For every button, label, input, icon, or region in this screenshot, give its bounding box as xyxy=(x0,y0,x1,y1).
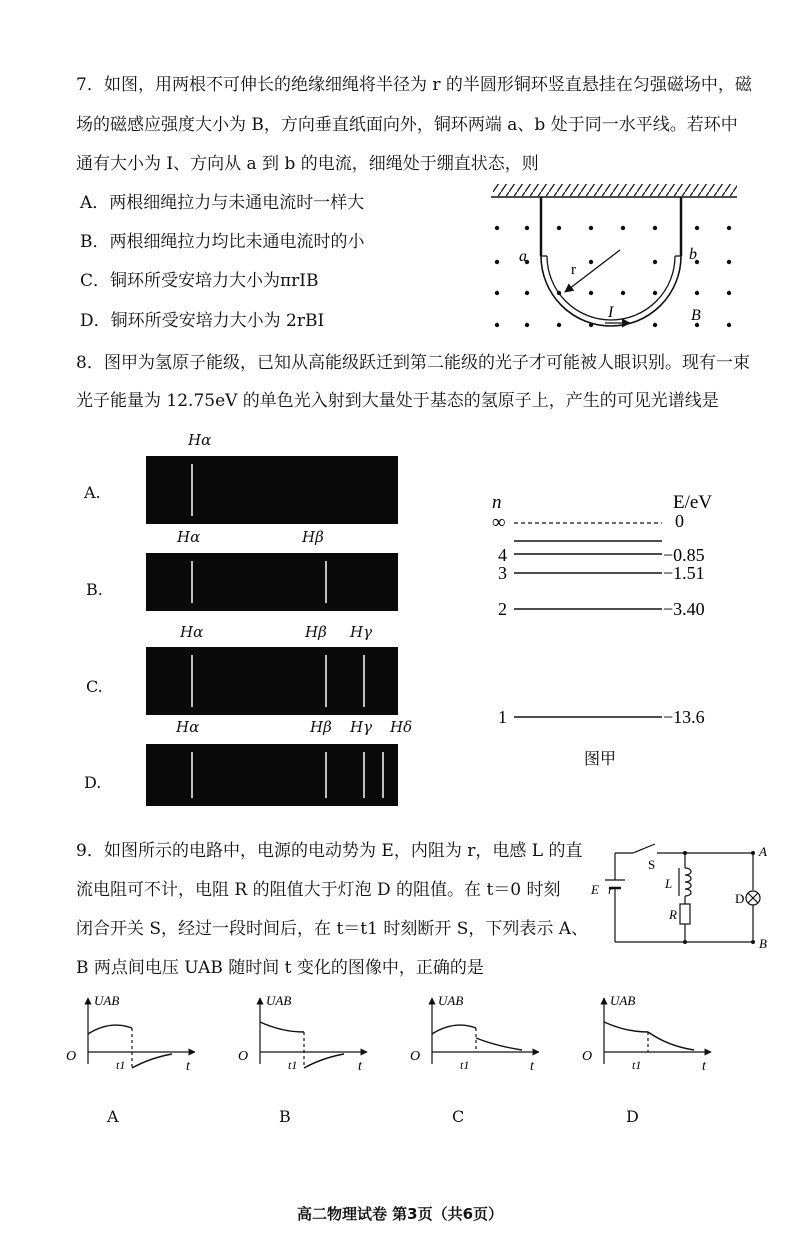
spectrum-c-label-hgamma: Hγ xyxy=(350,623,373,641)
spectrum-a-label-halpha: Hα xyxy=(188,431,212,449)
level-e-header: E/eV xyxy=(673,492,713,513)
label-r: r xyxy=(571,262,576,278)
spectrum-c-label-hbeta: Hβ xyxy=(305,623,327,641)
spectrum-d-label-hdelta: Hδ xyxy=(390,718,413,736)
spectrum-d-line-halpha xyxy=(191,752,193,798)
spectrum-c xyxy=(146,647,398,715)
spectrum-c-line-halpha xyxy=(191,655,193,707)
label-B: B xyxy=(691,307,701,324)
graph-b-curve-off xyxy=(304,1054,344,1068)
level-1-n: 1 xyxy=(498,707,507,727)
circuit-label-S: S xyxy=(648,857,656,872)
graph-a-t: t xyxy=(186,1059,190,1074)
level-4-e: −0.85 xyxy=(663,545,705,565)
q9-line4: B 两点间电压 UAB 随时间 t 变化的图像中，正确的是 xyxy=(76,958,484,978)
label-I: I xyxy=(608,304,614,321)
q8-line1: 图甲为氢原子能级，已知从高能级跃迁到第二能级的光子才可能被人眼识别。现有一束 xyxy=(104,353,750,373)
graph-a xyxy=(60,990,210,1080)
graph-c xyxy=(404,990,554,1080)
graph-d-t1: t1 xyxy=(632,1058,642,1072)
graph-a-curve-off xyxy=(132,1054,172,1068)
graph-a-letter: A xyxy=(107,1107,119,1126)
graph-b-t: t xyxy=(358,1059,362,1074)
spectrum-c-line-hgamma xyxy=(363,655,365,707)
spectrum-d-letter: D. xyxy=(84,773,102,792)
q9-line3: 闭合开关 S，经过一段时间后，在 t＝t1 时刻断开 S，下列表示 A、 xyxy=(76,919,589,939)
circuit-label-D: D xyxy=(735,891,745,906)
spectrum-d-label-halpha: Hα xyxy=(176,718,200,736)
switch-blade xyxy=(633,844,655,853)
spectrum-b-letter: B. xyxy=(86,580,103,599)
q8-number: 8． xyxy=(76,353,104,373)
q7-line3: 通有大小为 I、方向从 a 到 b 的电流，细绳处于绷直状态，则 xyxy=(76,154,539,174)
graph-b xyxy=(232,990,382,1080)
graph-d-t: t xyxy=(702,1059,706,1074)
circuit-label-L: L xyxy=(665,876,673,891)
level-inf-e: 0 xyxy=(675,511,684,531)
label-a: a xyxy=(519,248,527,265)
graph-c-curve-on xyxy=(432,1025,476,1034)
circuit-label-B: B xyxy=(759,936,767,951)
graph-a-origin: O xyxy=(66,1049,77,1064)
graph-c-t1: t1 xyxy=(460,1058,470,1072)
graph-d-curve-off xyxy=(648,1032,694,1050)
spectrum-c-label-halpha: Hα xyxy=(180,623,204,641)
q7-number: 7． xyxy=(76,75,104,95)
spectrum-b-label-halpha: Hα xyxy=(177,528,201,546)
graph-b-curve-on xyxy=(260,1022,304,1032)
level-1-e: −13.6 xyxy=(663,707,705,727)
q7-option-b: B．两根细绳拉力均比未通电流时的小 xyxy=(80,232,365,252)
graph-d-origin: O xyxy=(582,1049,593,1064)
spectrum-a-letter: A. xyxy=(84,483,101,502)
spectrum-a xyxy=(146,456,398,524)
spectrum-b-label-hbeta: Hβ xyxy=(302,528,324,546)
graph-a-t1: t1 xyxy=(116,1058,126,1072)
resistor-r xyxy=(680,904,690,924)
circuit-label-E: E xyxy=(591,882,599,897)
spectrum-b-line-hbeta xyxy=(325,561,327,603)
level-2-n: 2 xyxy=(498,599,507,619)
level-inf-n: ∞ xyxy=(492,512,506,533)
graph-a-ylabel: UAB xyxy=(94,993,120,1008)
graph-b-letter: B xyxy=(279,1107,291,1126)
graph-c-origin: O xyxy=(410,1049,421,1064)
q9-line2: 流电阻可不计，电阻 R 的阻值大于灯泡 D 的阻值。在 t＝0 时刻 xyxy=(76,880,561,900)
spectrum-d-line-hbeta xyxy=(325,752,327,798)
level-3-e: −1.51 xyxy=(663,563,705,583)
graph-a-curve-on xyxy=(88,1025,132,1034)
graph-b-t1: t1 xyxy=(288,1058,298,1072)
q9-line1: 如图所示的电路中，电源的电动势为 E，内阻为 r，电感 L 的直 xyxy=(104,841,583,861)
spectrum-d-line-hgamma xyxy=(363,752,365,798)
label-b: b xyxy=(689,246,697,263)
graph-d xyxy=(576,990,726,1080)
q7-ring-figure xyxy=(485,180,745,340)
graph-c-t: t xyxy=(530,1059,534,1074)
ceiling-hatch xyxy=(493,184,737,196)
graph-b-ylabel: UAB xyxy=(266,993,292,1008)
graph-c-ylabel: UAB xyxy=(438,993,464,1008)
figure-caption: 图甲 xyxy=(584,749,617,768)
graph-d-curve-on xyxy=(604,1022,648,1032)
q7-line2: 场的磁感应强度大小为 B，方向垂直纸面向外，铜环两端 a、b 处于同一水平线。若环中 xyxy=(76,115,738,135)
spectrum-b xyxy=(146,553,398,611)
q9-circuit xyxy=(585,838,775,958)
q8-line2: 光子能量为 12.75eV 的单色光入射到大量处于基态的氢原子上，产生的可见光谱线是 xyxy=(76,391,719,411)
spectrum-d-label-hbeta: Hβ xyxy=(310,718,332,736)
graph-c-letter: C xyxy=(452,1107,465,1126)
circuit-label-r: r xyxy=(608,882,614,897)
spectrum-d-line-hdelta xyxy=(382,752,384,798)
level-3-n: 3 xyxy=(498,563,507,583)
q7-option-d: D．铜环所受安培力大小为 2rBI xyxy=(80,311,325,331)
inductor-coil xyxy=(685,868,691,896)
spectrum-c-letter: C. xyxy=(86,677,103,696)
level-n-header: n xyxy=(492,492,502,513)
level-2-e: −3.40 xyxy=(663,599,705,619)
spectrum-d-label-hgamma: Hγ xyxy=(350,718,373,736)
spectrum-b-line-halpha xyxy=(191,561,193,603)
q9-number: 9． xyxy=(76,841,104,861)
spectrum-d xyxy=(146,744,398,806)
spectrum-a-line-halpha xyxy=(191,464,193,516)
graph-b-origin: O xyxy=(238,1049,249,1064)
q7-option-c: C．铜环所受安培力大小为πrIB xyxy=(80,271,319,291)
q7-line1: 如图，用两根不可伸长的绝缘细绳将半径为 r 的半圆形铜环竖直悬挂在匀强磁场中，磁 xyxy=(104,75,752,95)
page-footer: 高二物理试卷 第3页（共6页） xyxy=(296,1205,504,1223)
circuit-label-R: R xyxy=(669,907,677,922)
graph-d-ylabel: UAB xyxy=(610,993,636,1008)
graph-d-letter: D xyxy=(626,1107,639,1126)
graph-c-curve-off xyxy=(476,1038,522,1050)
spectrum-c-line-hbeta xyxy=(325,655,327,707)
q7-option-a: A．两根细绳拉力与未通电流时一样大 xyxy=(80,193,365,213)
circuit-label-A: A xyxy=(759,844,767,859)
energy-level-diagram xyxy=(480,480,740,780)
level-4-n: 4 xyxy=(498,545,507,565)
